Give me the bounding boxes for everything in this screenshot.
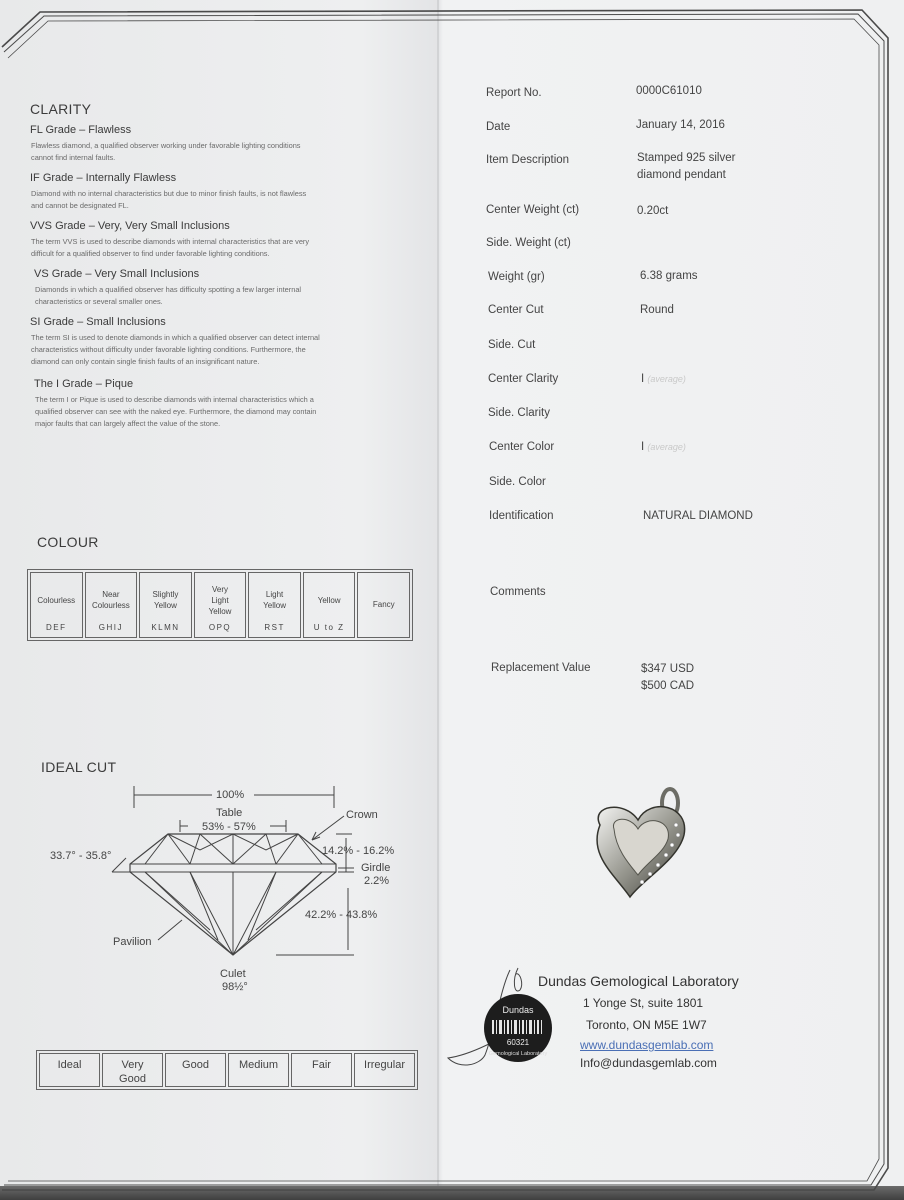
report-field-label: Report No. <box>486 87 542 99</box>
colour-name-line: Yellow <box>263 601 287 610</box>
report-field-value-line-wrap <box>641 371 686 388</box>
report-field-value-line: 0.20ct <box>637 205 669 217</box>
clarity-grade-description: characteristics without difficulty under favorable lighting conditions. Furthermore, the <box>31 345 306 354</box>
table-label: Table <box>216 807 243 819</box>
report-field-value <box>636 83 702 100</box>
colour-cell-name <box>92 577 130 623</box>
clarity-grade-title: The I Grade – Pique <box>34 378 134 390</box>
colour-cell <box>357 572 410 638</box>
report-field-value-line: Stamped 925 silver <box>637 152 736 164</box>
report-field-label: Side. Cut <box>488 339 536 351</box>
lab-name: Dundas Gemological Laboratory <box>538 973 739 989</box>
report-field-label: Weight (gr) <box>488 271 545 283</box>
crown-angle-label: 33.7° - 35.8° <box>50 850 112 862</box>
cut-grade-cell <box>102 1053 163 1087</box>
cut-grade-cell <box>165 1053 226 1087</box>
colour-cell-name <box>37 577 75 623</box>
report-field-label: Center Clarity <box>488 373 559 385</box>
colour-cell <box>30 572 83 638</box>
report-field-value <box>641 371 686 388</box>
pavilion-label: Pavilion <box>113 936 152 948</box>
crown-height-label: 14.2% - 16.2% <box>322 845 395 857</box>
colour-cell-name <box>153 577 179 623</box>
colour-heading: COLOUR <box>37 534 99 550</box>
clarity-grade-description: and cannot be designated FL. <box>31 201 129 210</box>
clarity-grade-description: Flawless diamond, a qualified observer working under favorable lighting conditions <box>31 141 301 150</box>
clarity-grade-description: major faults that can largely affect the value of the stone. <box>35 419 221 428</box>
colour-cell-range: U to Z <box>313 623 345 632</box>
colour-cell <box>194 572 247 638</box>
lab-address-line1: 1 Yonge St, suite 1801 <box>583 996 704 1010</box>
lab-address-line2: Toronto, ON M5E 1W7 <box>586 1018 707 1032</box>
colour-name-line: Fancy <box>372 600 395 609</box>
colour-name-line: Light <box>265 590 284 599</box>
colour-name-line: Yellow <box>154 601 177 610</box>
cut-grade-label: Fair <box>312 1059 331 1071</box>
colour-cell <box>139 572 192 638</box>
report-field-value-line: Round <box>640 304 674 316</box>
clarity-grade-description: The term I or Pique is used to describe diamonds with internal characteristics which a <box>35 395 314 404</box>
colour-scale-table <box>27 569 413 641</box>
ideal-cut-heading: IDEAL CUT <box>41 759 117 775</box>
colour-name-line: Colourless <box>37 595 76 605</box>
report-field-value <box>637 203 668 220</box>
report-field-value-line: diamond pendant <box>637 169 726 181</box>
colour-name-line: Light <box>211 595 229 605</box>
clarity-grade-title: SI Grade – Small Inclusions <box>30 316 166 328</box>
cut-grade-table <box>36 1050 418 1090</box>
seal-bottom-text: Gemological Laboratory <box>488 1051 548 1057</box>
cut-grade-cell <box>291 1053 352 1087</box>
colour-cell-range: OPQ <box>208 623 232 632</box>
clarity-grade-title: IF Grade – Internally Flawless <box>30 172 177 184</box>
seal-number: 60321 <box>506 1038 530 1047</box>
report-field-value <box>636 117 725 134</box>
colour-name-line: Colourless <box>91 601 130 610</box>
colour-cell <box>303 572 356 638</box>
report-field-value-line: $347 USD <box>641 663 695 675</box>
colour-cell-range: DEF <box>46 623 67 632</box>
report-field-label: Replacement Value <box>491 662 591 674</box>
report-field-value <box>640 302 674 319</box>
cut-grade-cell <box>39 1053 100 1087</box>
colour-name-line: Yellow <box>208 606 232 616</box>
colour-name-line: Slightly <box>152 590 179 599</box>
width-percent-label: 100% <box>216 789 245 801</box>
culet-value: 98½° <box>222 981 248 993</box>
table-range-label: 53% - 57% <box>202 821 256 833</box>
clarity-grade-description: The term VVS is used to describe diamonds with internal characteristics that are very <box>31 237 310 246</box>
colour-cell-name <box>318 577 341 623</box>
report-field-label: Side. Color <box>489 476 546 488</box>
cut-grade-label: Very <box>121 1059 144 1071</box>
colour-cell-range: KLMN <box>151 623 180 632</box>
report-field-note: (average) <box>647 442 686 452</box>
report-field-value-line: 0000C61010 <box>636 85 702 97</box>
seal-top-text: Dundas <box>502 1005 534 1015</box>
colour-cell-range: GHIJ <box>98 623 123 632</box>
colour-cell <box>248 572 301 638</box>
clarity-grade-title: FL Grade – Flawless <box>30 124 132 136</box>
girdle-value: 2.2% <box>364 875 390 887</box>
report-field-label: Center Color <box>489 441 555 453</box>
report-field-label: Side. Weight (ct) <box>486 237 571 249</box>
clarity-grade-description: Diamond with no internal characteristics but due to minor finish faults, is not flawless <box>31 189 307 198</box>
clarity-grade-title: VVS Grade – Very, Very Small Inclusions <box>30 220 230 232</box>
clarity-grade-description: characteristics or several smaller ones. <box>35 297 163 306</box>
cut-grade-label: Good <box>182 1059 209 1071</box>
colour-name-line: Near <box>102 590 120 599</box>
cut-grade-label: Good <box>119 1073 146 1085</box>
pendant-photo <box>580 785 710 905</box>
colour-name-line: Very <box>212 584 229 594</box>
cut-grade-cell <box>228 1053 289 1087</box>
clarity-grade-description: Diamonds in which a qualified observer has difficulty spotting a few larger internal <box>35 285 302 294</box>
report-field-value-text: I <box>641 441 645 453</box>
report-field-label: Date <box>486 121 511 133</box>
clarity-grade-description: The term SI is used to denote diamonds in which a qualified observer can detect internal <box>31 333 320 342</box>
report-field-value <box>641 661 694 695</box>
crown-label: Crown <box>346 809 378 821</box>
colour-name-line: Yellow <box>317 595 341 605</box>
lab-website-link[interactable]: www.dundasgemlab.com <box>580 1038 714 1052</box>
clarity-grade-title: VS Grade – Very Small Inclusions <box>34 268 200 280</box>
pavilion-depth-label: 42.2% - 43.8% <box>305 909 378 921</box>
clarity-grade-description: diamond can only contain single finish faults of an insignificant nature. <box>31 357 260 366</box>
girdle-label: Girdle <box>361 862 391 874</box>
colour-cell-name <box>373 577 395 632</box>
clarity-grade-description: cannot find internal faults. <box>31 153 116 162</box>
report-field-label: Center Weight (ct) <box>486 204 580 216</box>
report-field-value-line: January 14, 2016 <box>636 119 725 131</box>
report-field-value-text: I <box>641 373 645 385</box>
report-field-value <box>641 439 686 456</box>
lab-email[interactable]: Info@dundasgemlab.com <box>580 1056 717 1070</box>
clarity-grade-description: difficult for a qualified observer to find under favorable lighting conditions. <box>31 249 270 258</box>
clarity-heading: CLARITY <box>30 101 92 117</box>
colour-cell <box>85 572 138 638</box>
colour-cell-name <box>263 577 286 623</box>
report-field-label: Comments <box>490 586 546 598</box>
report-field-label: Side. Clarity <box>488 407 550 419</box>
cut-grade-label: Ideal <box>57 1059 82 1071</box>
report-field-value-line: $500 CAD <box>641 680 695 692</box>
report-field-value-line: NATURAL DIAMOND <box>643 510 753 522</box>
report-field-label: Item Description <box>486 154 570 166</box>
colour-cell-range: RST <box>264 623 285 632</box>
report-field-value-line: 6.38 grams <box>640 270 698 282</box>
cut-grade-label: Medium <box>238 1059 279 1071</box>
report-field-label: Identification <box>489 510 554 522</box>
culet-label: Culet <box>220 968 246 980</box>
report-field-value-line-wrap <box>641 439 686 456</box>
report-field-value <box>637 150 735 184</box>
report-field-value <box>643 508 753 525</box>
report-field-note: (average) <box>647 374 686 384</box>
cut-grade-label: Irregular <box>364 1059 405 1071</box>
report-field-value <box>640 268 698 285</box>
colour-cell-name <box>209 577 232 623</box>
report-field-label: Center Cut <box>488 304 544 316</box>
clarity-grade-description: qualified observer can see with the naked eye. Furthermore, the diamond may contain <box>35 407 317 416</box>
cut-grade-cell <box>354 1053 415 1087</box>
